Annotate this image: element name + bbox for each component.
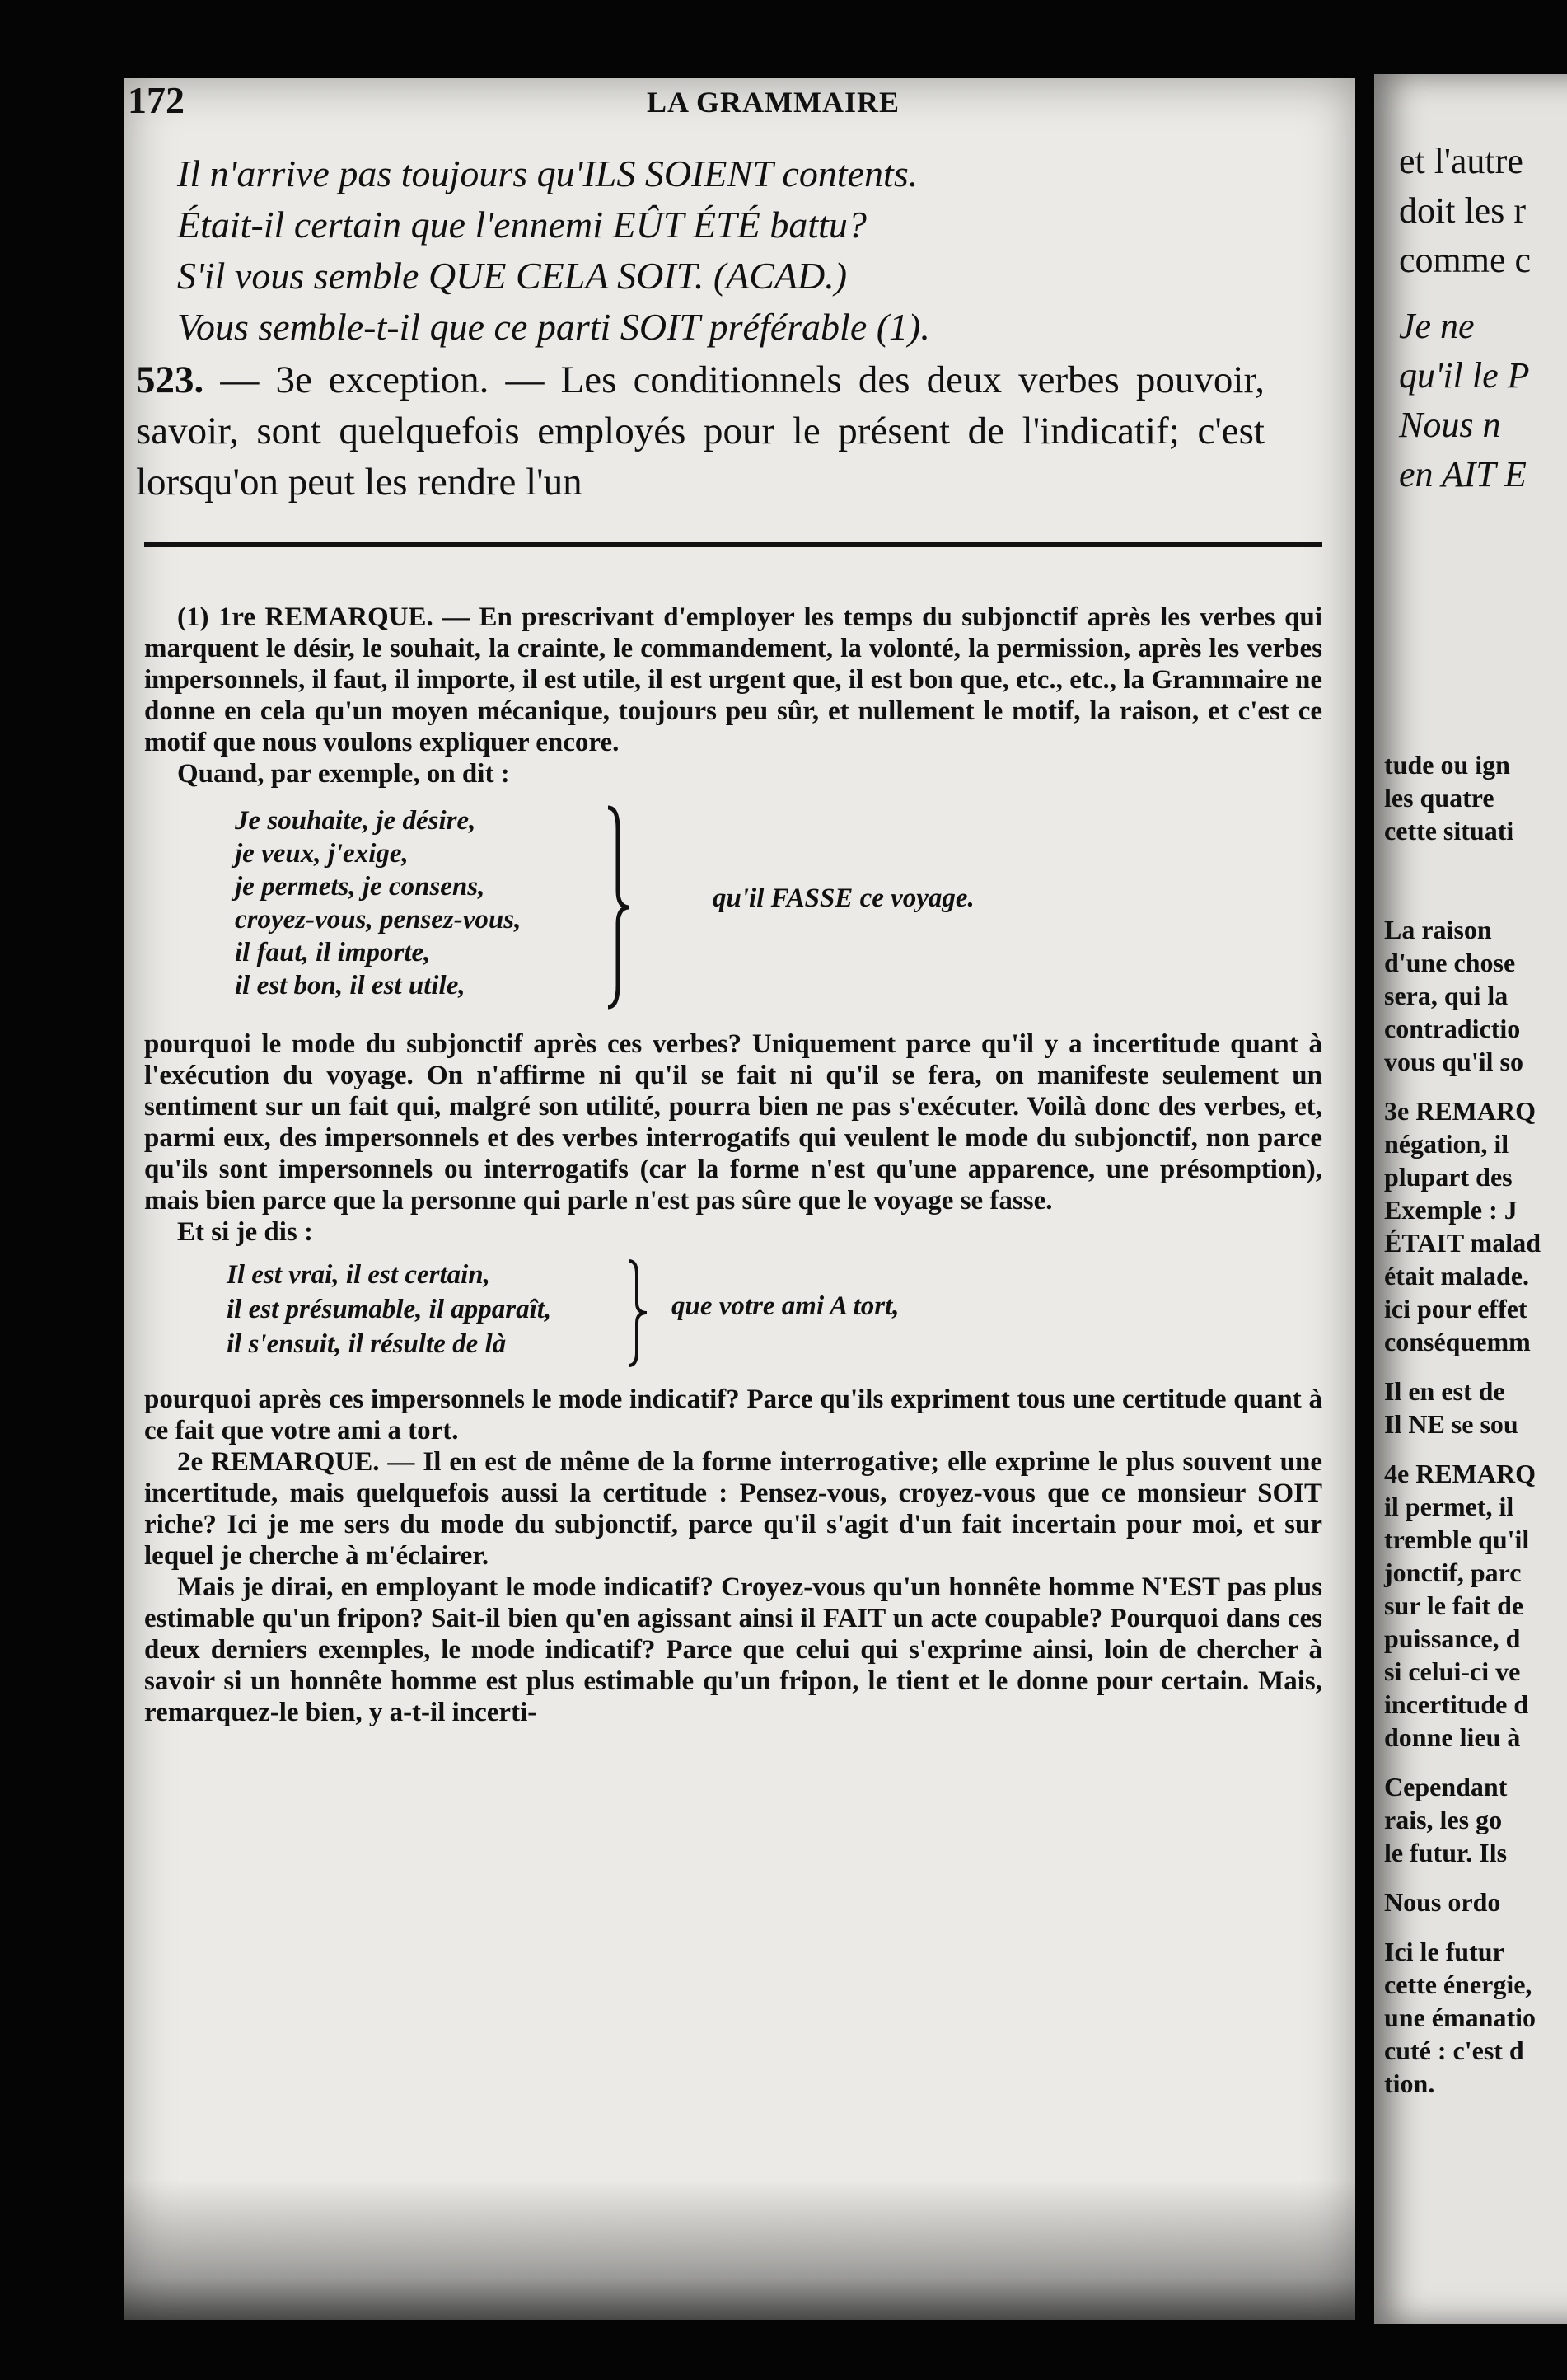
adjacent-note-line: contradictio [1384,1014,1521,1043]
adjacent-note-line: une émanatio [1384,2003,1536,2032]
adjacent-note-line: plupart des [1384,1162,1513,1192]
bracket-item: croyez-vous, pensez-vous, [235,905,522,935]
example-line: Vous semble-t-il que ce parti SOIT préférable (1). [177,306,930,348]
adjacent-note-line: puissance, d [1384,1623,1521,1653]
page-number: 172 [128,79,185,121]
paragraph-523 [136,354,1265,508]
adjacent-note-line: il permet, il [1384,1492,1514,1521]
adjacent-note-line: cette énergie, [1384,1970,1532,1999]
bracket-item: je veux, j'exige, [235,839,409,869]
adjacent-note-line: Il NE se sou [1384,1409,1518,1439]
adjacent-note-line: Ici le futur [1384,1937,1504,1966]
adjacent-note-line: 3e REMARQ [1384,1096,1536,1126]
adjacent-note-line: jonctif, parc [1384,1558,1522,1587]
curly-brace-icon [601,804,634,1010]
adjacent-note-line: Exemple : J [1384,1195,1518,1225]
paragraph-number: 523. [136,358,204,401]
adjacent-note-line: tremble qu'il [1384,1525,1530,1554]
bracket-item: Il est vrai, il est certain, [227,1260,490,1290]
adjacent-line: doit les r [1399,190,1526,231]
adjacent-note-line: sur le fait de [1384,1591,1524,1620]
adjacent-note-line: conséquemm [1384,1327,1531,1356]
adjacent-note-line: La raison [1384,915,1492,944]
bracket-item: il faut, il importe, [235,938,431,967]
example-sentences [177,148,1265,353]
bracket-result: qu'il FASSE ce voyage. [713,883,975,913]
quand-line: Quand, par exemple, on dit : [177,759,510,789]
adjacent-note-line: tion. [1384,2068,1435,2098]
adjacent-line: comme c [1399,240,1532,280]
running-title: LA GRAMMAIRE [647,86,900,119]
paragraph-text: — 3e exception. — Les conditionnels des deux verbes pouvoir, savoir, sont quelquefois employés pour le présent de l'indicatif; c'est lorsqu'on peut les rendre l'un [136,358,1265,504]
bracket-item: je permets, je consens, [235,872,485,902]
adjacent-note-line: vous qu'il so [1384,1047,1523,1076]
adjacent-note-line: 4e REMARQ [1384,1459,1536,1488]
adjacent-note-line: le futur. Ils [1384,1838,1508,1867]
pourquoi-1: pourquoi le mode du subjonctif après ces verbes? Uniquement parce qu'il y a incertitude quant à l'exécution du voyage. On n'affirme ni qu'il se fait ni qu'il se fera, on manifeste seulement un sentiment sur un fait qui, malgré son utilité, pourra bien ne pas s'exécuter. Voilà donc des verbes, et, parmi eux, des impersonnels et des verbes interrogatifs qui veulent le mode du subjonctif, non parce qu'ils sont impersonnels ou interrogatifs (car la forme n'est qu'une apparence, une présomption), mais bien parce que la personne qui parle n'est pas sûre que le voyage se fasse. [144,1029,1322,1216]
footnotes [144,602,1322,1728]
adjacent-note-line: Cependant [1384,1772,1508,1801]
pourquoi-2: pourquoi après ces impersonnels le mode indicatif? Parce qu'ils expriment tous une certitude quant à ce fait que votre ami a tort. [144,1384,1322,1445]
adjacent-note-line: cuté : c'est d [1384,2036,1524,2065]
bracket-item: il est bon, il est utile, [235,971,465,1000]
bracket-result: que votre ami A tort, [671,1291,900,1321]
adjacent-note-line: cette situati [1384,816,1514,846]
footnote-rule [144,542,1322,547]
adjacent-note-line: d'une chose [1384,948,1516,977]
bracket-item: il s'ensuit, il résulte de là [227,1329,507,1359]
example-line: Il n'arrive pas toujours qu'ILS SOIENT contents. [177,152,919,194]
bracket-left-list [227,1258,551,1361]
et-si-line: Et si je dis : [177,1217,313,1247]
curly-brace-icon [622,1258,655,1369]
mais-paragraph: Mais je dirai, en employant le mode indicatif? Croyez-vous qu'un honnête homme N'EST pas plus estimable qu'un fripon? Sait-il bien qu'en agissant ainsi il FAIT un acte coupable? Pourquoi dans ces deux derniers exemples, le mode indicatif? Parce que celui qui s'exprime ainsi, loin de chercher à savoir si un honnête homme est plus estimable qu'un fripon, le tient et le donne pour certain. Mais, remarquez-le bien, y a-t-il incerti- [144,1572,1322,1727]
adjacent-line: qu'il le P [1399,355,1530,396]
adjacent-note-line: négation, il [1384,1129,1509,1159]
adjacent-line: et l'autre [1399,141,1523,181]
adjacent-note-line: rais, les go [1384,1805,1503,1834]
adjacent-line: Nous n [1399,405,1501,445]
adjacent-note-line: était malade. [1384,1261,1529,1291]
adjacent-line: Je ne [1399,306,1475,346]
page-header [128,78,1281,136]
bracket-item: Je souhaite, je désire, [235,806,476,836]
adjacent-line: en AIT E [1399,454,1527,494]
adjacent-note-line: Il en est de [1384,1376,1505,1406]
remarque-2: 2e REMARQUE. — Il en est de même de la forme interrogative; elle exprime le plus souvent une incertitude, mais quelquefois aussi la certitude : Pensez-vous, croyez-vous que ce monsieur SOIT riche? Ici je me sers du mode du subjonctif, parce qu'il s'agit d'un fait incertain pour moi, et sur lequel je cherche à m'éclairer. [144,1447,1322,1571]
adjacent-page [1374,74,1567,2324]
adjacent-note-line: ici pour effet [1384,1294,1527,1324]
adjacent-note-line: si celui-ci ve [1384,1656,1521,1686]
remarque-1: (1) 1re REMARQUE. — En prescrivant d'employer les temps du subjonctif après les verbes qui marquent le désir, le souhait, la crainte, le commandement, la volonté, la permission, après les verbes impersonnels, il faut, il importe, il est utile, il est urgent que, il est bon que, etc., etc., la Grammaire ne donne en cela qu'un moyen mécanique, toujours peu sûr, et nullement le motif, la raison, et c'est ce motif que nous voulons expliquer encore. [144,602,1322,757]
bracket-left-list [235,804,521,1002]
adjacent-note-line: incertitude d [1384,1689,1529,1719]
adjacent-note-line: Nous ordo [1384,1887,1501,1917]
example-line: S'il vous semble QUE CELA SOIT. (ACAD.) [177,255,848,297]
adjacent-note-line: ÉTAIT malad [1384,1228,1541,1258]
example-line: Était-il certain que l'ennemi EÛT ÉTÉ battu? [177,204,867,246]
adjacent-note-line: tude ou ign [1384,750,1510,780]
bracket-example-2 [144,1258,1322,1377]
bracket-example-1 [144,804,1322,1019]
adjacent-note-line: les quatre [1384,783,1494,813]
adjacent-note-line: donne lieu à [1384,1722,1521,1752]
adjacent-note-line: sera, qui la [1384,981,1509,1010]
bracket-item: il est présumable, il apparaît, [227,1295,552,1324]
